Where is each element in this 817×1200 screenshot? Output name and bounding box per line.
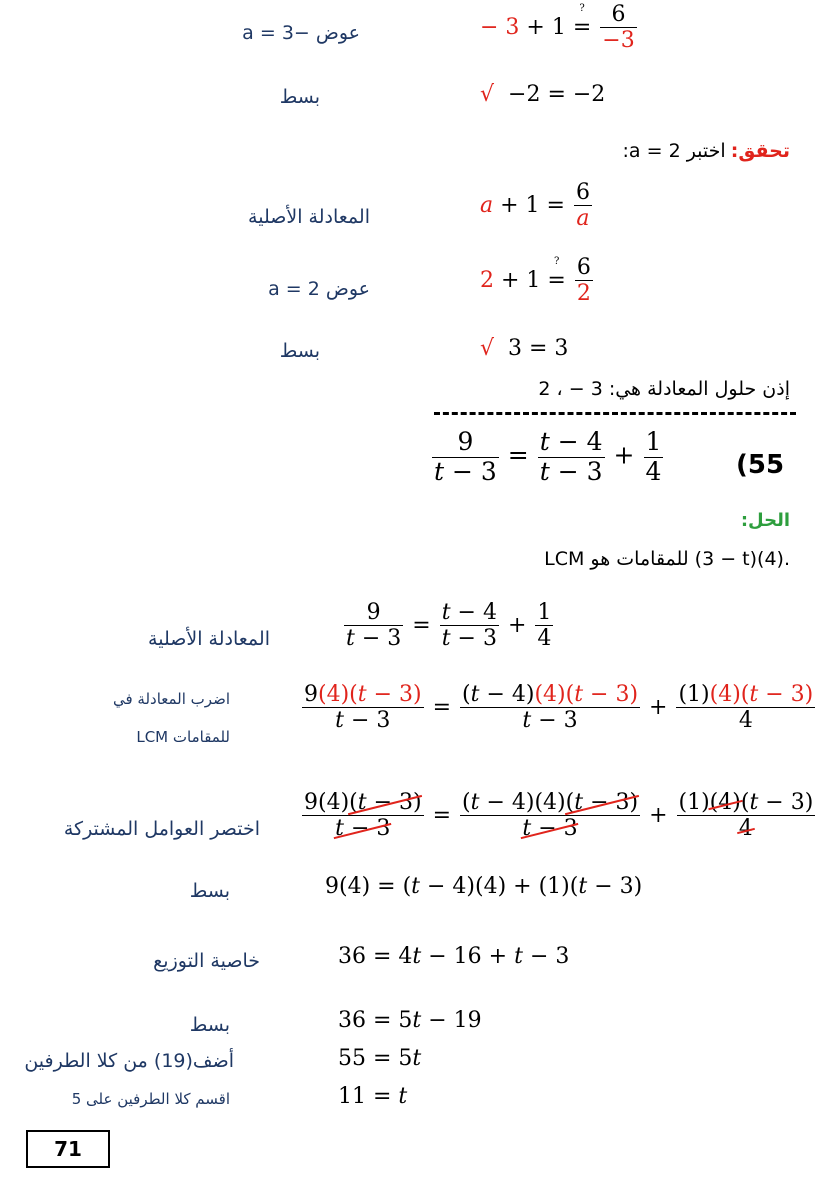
math-multiply-lcm: $\frac{9(4)(t - 3)}{t - 3}$ = $\frac{(t - 4)(4)(t - 3)}{t - 3}$ + $\frac{(1)(4)(t - 3)}{4}$	[304, 682, 814, 734]
math-distributed: 36 = 4t − 16 + t − 3	[338, 944, 570, 969]
math-combined: 36 = 5t − 19	[338, 1008, 482, 1033]
math-check-neg3: − 3 + 1 = ? $\frac{6}{-3}$	[480, 2, 635, 54]
note-multiply-1: اضرب المعادلة في	[112, 690, 230, 708]
math-cancel: $\frac{9(4)(t - 3)}{t - 3}$ = $\frac{(t - 4)(4)(t - 3)}{t - 3}$ + $\frac{(1)(4)(t - 3)}{4}$	[304, 790, 814, 842]
math-simplified: 9(4) = (t − 4)(4) + (1)(t − 3)	[325, 874, 643, 899]
math-check-2: 2 + 1 = ? $\frac{6}{2}$	[480, 255, 591, 307]
page-number: 71	[26, 1130, 110, 1168]
math-result-t: 11 = t	[338, 1084, 408, 1109]
solutions-statement: إذن حلول المعادلة هي: 3 − ، 2	[538, 378, 790, 400]
note-simplify-3: بسط	[189, 880, 230, 902]
problem-55-equation: $\frac{9}{t - 3}$ = $\frac{t - 4}{t - 3}$ + $\frac{1}{4}$	[434, 427, 662, 486]
note-substitute-2: عوض 2 = a	[268, 278, 370, 300]
note-simplify-4: بسط	[189, 1014, 230, 1036]
note-simplify-1: بسط	[279, 86, 320, 108]
note-substitute-neg3: عوض −3 = a	[242, 22, 360, 44]
note-cancel: اختصر العوامل المشتركة	[63, 818, 260, 840]
math-original-a: a + 1 = $\frac{6}{a}$	[480, 180, 590, 232]
note-multiply-2: للمقامات LCM	[136, 728, 230, 746]
section-divider	[434, 412, 796, 415]
note-simplify-2: بسط	[279, 340, 320, 362]
note-distribute: خاصية التوزيع	[153, 950, 260, 972]
note-add19: أضف(19) من كلا الطرفين	[24, 1050, 234, 1072]
math-result-3: √ 3 = 3	[480, 336, 569, 361]
math-result-neg2: √ −2 = −2	[480, 82, 606, 107]
check-heading: تحقق: اختبر 2 = a:	[622, 140, 790, 162]
checkmark-icon: √	[480, 82, 495, 107]
math-original-t: $\frac{9}{t - 3}$ = $\frac{t - 4}{t - 3}$ + $\frac{1}{4}$	[346, 600, 552, 652]
solution-label: الحل:	[740, 510, 790, 531]
note-original-2: المعادلة الأصلية	[148, 628, 270, 650]
lcm-statement: LCM للمقامات هو (3 − t)(4).	[544, 548, 790, 570]
math-add19: 55 = 5t	[338, 1046, 422, 1071]
problem-number: (55	[736, 450, 785, 480]
note-original-1: المعادلة الأصلية	[248, 206, 370, 228]
checkmark-icon: √	[480, 336, 495, 361]
note-divide5: اقسم كلا الطرفين على 5	[71, 1090, 230, 1108]
